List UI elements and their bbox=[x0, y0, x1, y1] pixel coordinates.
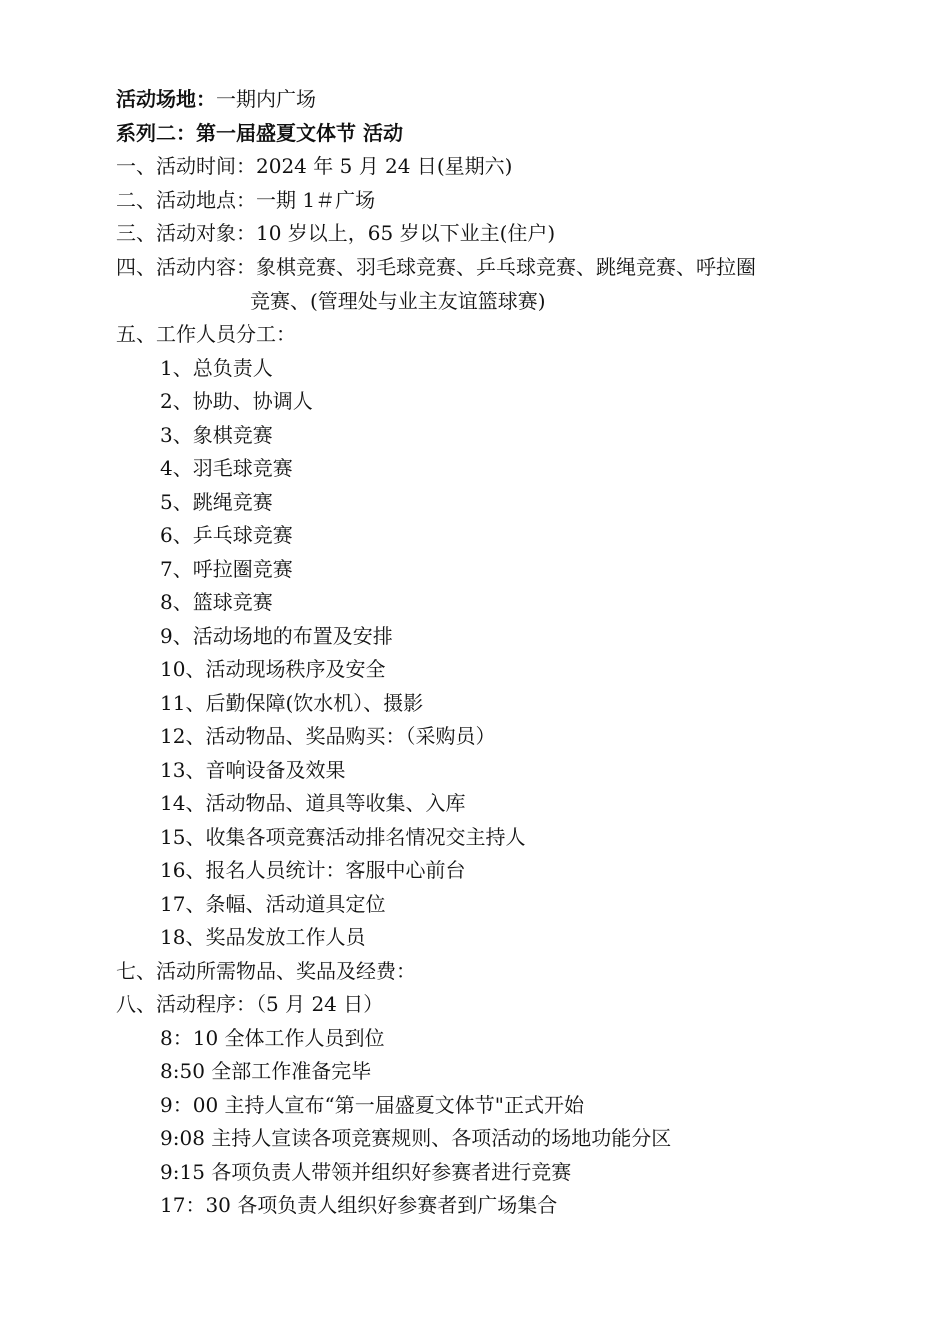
section-place: 二、活动地点：一期 1＃广场 bbox=[116, 188, 376, 212]
staff-item: 5、跳绳竞赛 bbox=[160, 490, 273, 514]
venue-line bbox=[116, 86, 316, 112]
staff-item: 4、羽毛球竞赛 bbox=[160, 456, 293, 480]
section-program: 八、活动程序：（5 月 24 日） bbox=[116, 992, 384, 1016]
staff-item: 10、活动现场秩序及安全 bbox=[160, 657, 386, 681]
section-materials: 七、活动所需物品、奖品及经费： bbox=[116, 959, 416, 983]
staff-item: 16、报名人员统计：客服中心前台 bbox=[160, 858, 466, 882]
program-item: 8：10 全体工作人员到位 bbox=[160, 1026, 385, 1050]
staff-item: 18、奖品发放工作人员 bbox=[160, 925, 366, 949]
section-staff: 五、工作人员分工： bbox=[116, 322, 296, 346]
venue-label: 活动场地： bbox=[116, 87, 216, 111]
staff-item: 6、乒乓球竞赛 bbox=[160, 523, 293, 547]
program-item: 17：30 各项负责人组织好参赛者到广场集合 bbox=[160, 1193, 558, 1217]
staff-item: 12、活动物品、奖品购买：（采购员） bbox=[160, 724, 496, 748]
program-item: 9:15 各项负责人带领并组织好参赛者进行竞赛 bbox=[160, 1160, 572, 1184]
section-time: 一、活动时间：2024 年 5 月 24 日(星期六) bbox=[116, 154, 513, 178]
venue-value: 一期内广场 bbox=[216, 87, 316, 111]
program-item: 8:50 全部工作准备完毕 bbox=[160, 1059, 372, 1083]
program-item: 9:08 主持人宣读各项竞赛规则、各项活动的场地功能分区 bbox=[160, 1126, 672, 1150]
section-target: 三、活动对象：10 岁以上，65 岁以下业主(住户) bbox=[116, 221, 556, 245]
staff-item: 8、篮球竞赛 bbox=[160, 590, 273, 614]
staff-item: 3、象棋竞赛 bbox=[160, 423, 273, 447]
section-content-line2: 竞赛、(管理处与业主友谊篮球赛) bbox=[250, 289, 546, 313]
staff-item: 2、协助、协调人 bbox=[160, 389, 313, 413]
staff-item: 13、音响设备及效果 bbox=[160, 758, 346, 782]
section-content-line1: 四、活动内容：象棋竞赛、羽毛球竞赛、乒乓球竞赛、跳绳竞赛、呼拉圈 bbox=[116, 255, 756, 279]
program-item: 9：00 主持人宣布“第一届盛夏文体节"正式开始 bbox=[160, 1093, 584, 1117]
staff-item: 17、条幅、活动道具定位 bbox=[160, 892, 386, 916]
series-title: 系列二：第一届盛夏文体节 活动 bbox=[116, 121, 403, 145]
staff-item: 7、呼拉圈竞赛 bbox=[160, 557, 293, 581]
staff-item: 15、收集各项竞赛活动排名情况交主持人 bbox=[160, 825, 526, 849]
staff-item: 9、活动场地的布置及安排 bbox=[160, 624, 393, 648]
staff-item: 14、活动物品、道具等收集、入库 bbox=[160, 791, 466, 815]
staff-item: 1、总负责人 bbox=[160, 356, 273, 380]
staff-item: 11、后勤保障(饮水机）、摄影 bbox=[160, 691, 424, 715]
